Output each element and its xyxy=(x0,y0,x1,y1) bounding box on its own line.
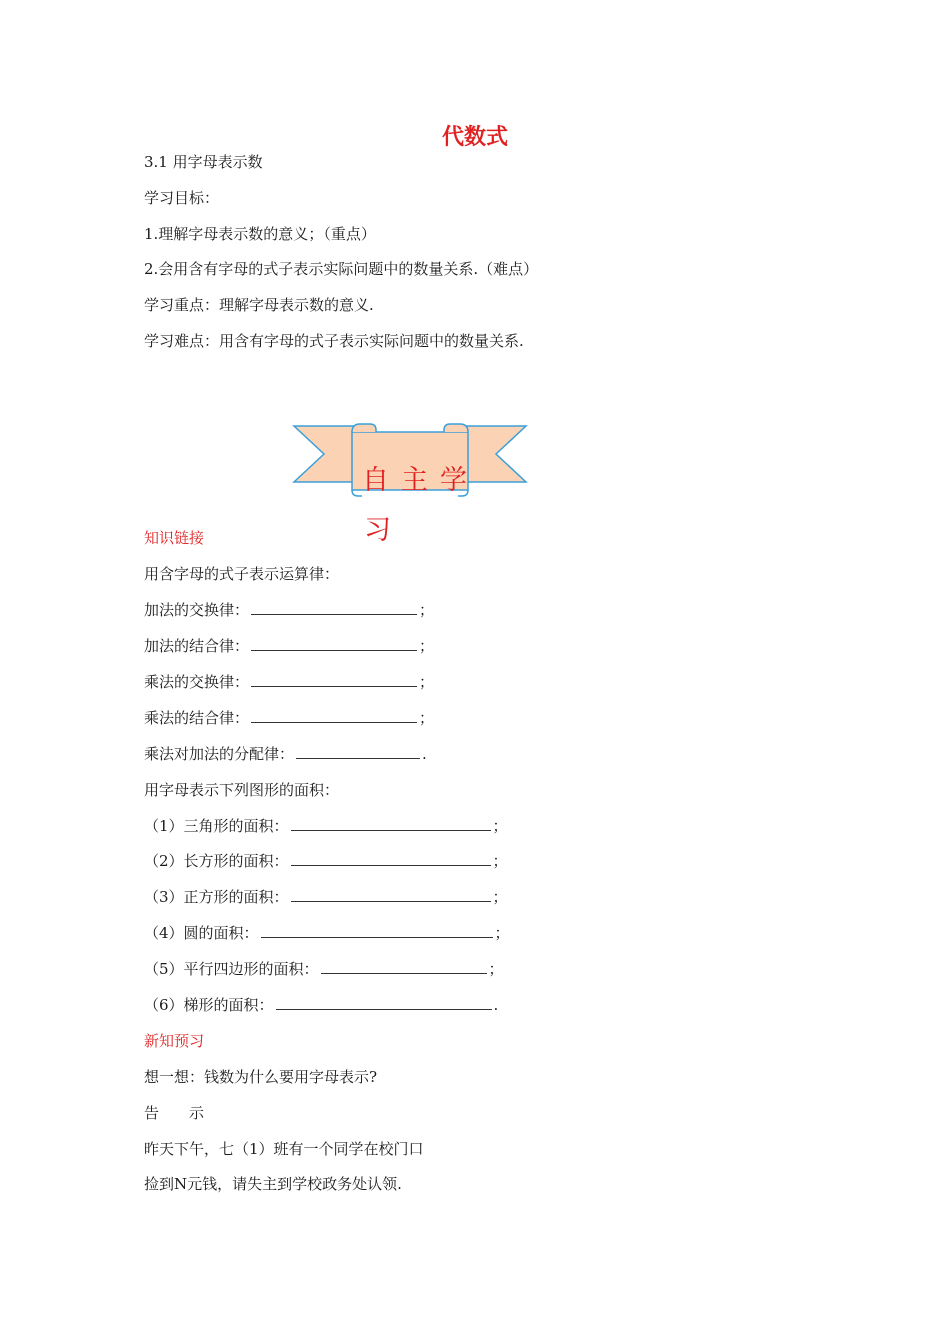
preview-heading: 新知预习 xyxy=(144,1032,205,1050)
law-label: 乘法对加法的分配律： xyxy=(144,745,295,763)
law-label: 加法的结合律： xyxy=(144,637,250,655)
law-label: 加法的交换律： xyxy=(144,601,250,619)
area-end: ； xyxy=(494,924,510,942)
think-question: 想一想：钱数为什么要用字母表示? xyxy=(144,1068,378,1086)
notice-title: 告 示 xyxy=(144,1104,205,1122)
answer-blank[interactable] xyxy=(291,816,491,831)
area-end: ； xyxy=(488,960,504,978)
area-label: （2）长方形的面积： xyxy=(144,852,289,870)
answer-blank[interactable] xyxy=(296,744,420,759)
page-title: 代数式 xyxy=(441,125,508,150)
difficulty: 学习难点：用含有字母的式子表示实际问题中的数量关系. xyxy=(144,332,524,350)
links-heading: 知识链接 xyxy=(144,529,205,547)
answer-blank[interactable] xyxy=(261,923,493,938)
area-item xyxy=(144,995,498,1015)
law-end: ； xyxy=(419,673,435,691)
law-label: 乘法的结合律： xyxy=(144,709,250,727)
law-item xyxy=(144,636,434,656)
law-end: ； xyxy=(419,601,435,619)
area-item xyxy=(144,959,504,979)
section-heading: 3.1 用字母表示数 xyxy=(144,153,263,171)
law-end: ； xyxy=(419,637,435,655)
area-label: （6）梯形的面积： xyxy=(144,996,274,1014)
goals-heading: 学习目标： xyxy=(144,189,220,207)
area-end: ； xyxy=(492,888,508,906)
laws-intro: 用含字母的式子表示运算律： xyxy=(144,565,340,583)
answer-blank[interactable] xyxy=(276,995,492,1010)
goal-2: 2.会用含有字母的式子表示实际问题中的数量关系.（难点） xyxy=(144,260,539,278)
law-item xyxy=(144,744,427,764)
answer-blank[interactable] xyxy=(251,636,417,651)
banner-text-line2: 习 xyxy=(364,515,403,546)
area-end: ； xyxy=(492,852,508,870)
area-end: . xyxy=(493,996,499,1014)
area-item xyxy=(144,887,508,907)
answer-blank[interactable] xyxy=(251,708,417,723)
area-item xyxy=(144,923,510,943)
answer-blank[interactable] xyxy=(251,600,417,615)
area-end: ； xyxy=(492,817,508,835)
key-point: 学习重点：理解字母表示数的意义. xyxy=(144,296,374,314)
area-label: （4）圆的面积： xyxy=(144,924,259,942)
area-item xyxy=(144,816,508,836)
answer-blank[interactable] xyxy=(321,959,487,974)
law-item xyxy=(144,600,434,620)
notice-line-1: 昨天下午，七（1）班有一个同学在校门口 xyxy=(144,1140,424,1158)
area-label: （3）正方形的面积： xyxy=(144,888,289,906)
law-item xyxy=(144,672,434,692)
law-end: . xyxy=(422,745,427,763)
law-item xyxy=(144,708,434,728)
banner-text-line1: 自主学 xyxy=(362,465,479,496)
area-intro: 用字母表示下列图形的面积： xyxy=(144,781,340,799)
answer-blank[interactable] xyxy=(291,887,491,902)
answer-blank[interactable] xyxy=(291,851,491,866)
area-item xyxy=(144,851,508,871)
goal-1: 1.理解字母表示数的意义；（重点） xyxy=(144,225,376,243)
notice-line-2: 捡到N元钱，请失主到学校政务处认领. xyxy=(144,1175,402,1193)
law-end: ； xyxy=(419,709,435,727)
area-label: （1）三角形的面积： xyxy=(144,817,289,835)
answer-blank[interactable] xyxy=(251,672,417,687)
law-label: 乘法的交换律： xyxy=(144,673,250,691)
area-label: （5）平行四边形的面积： xyxy=(144,960,319,978)
